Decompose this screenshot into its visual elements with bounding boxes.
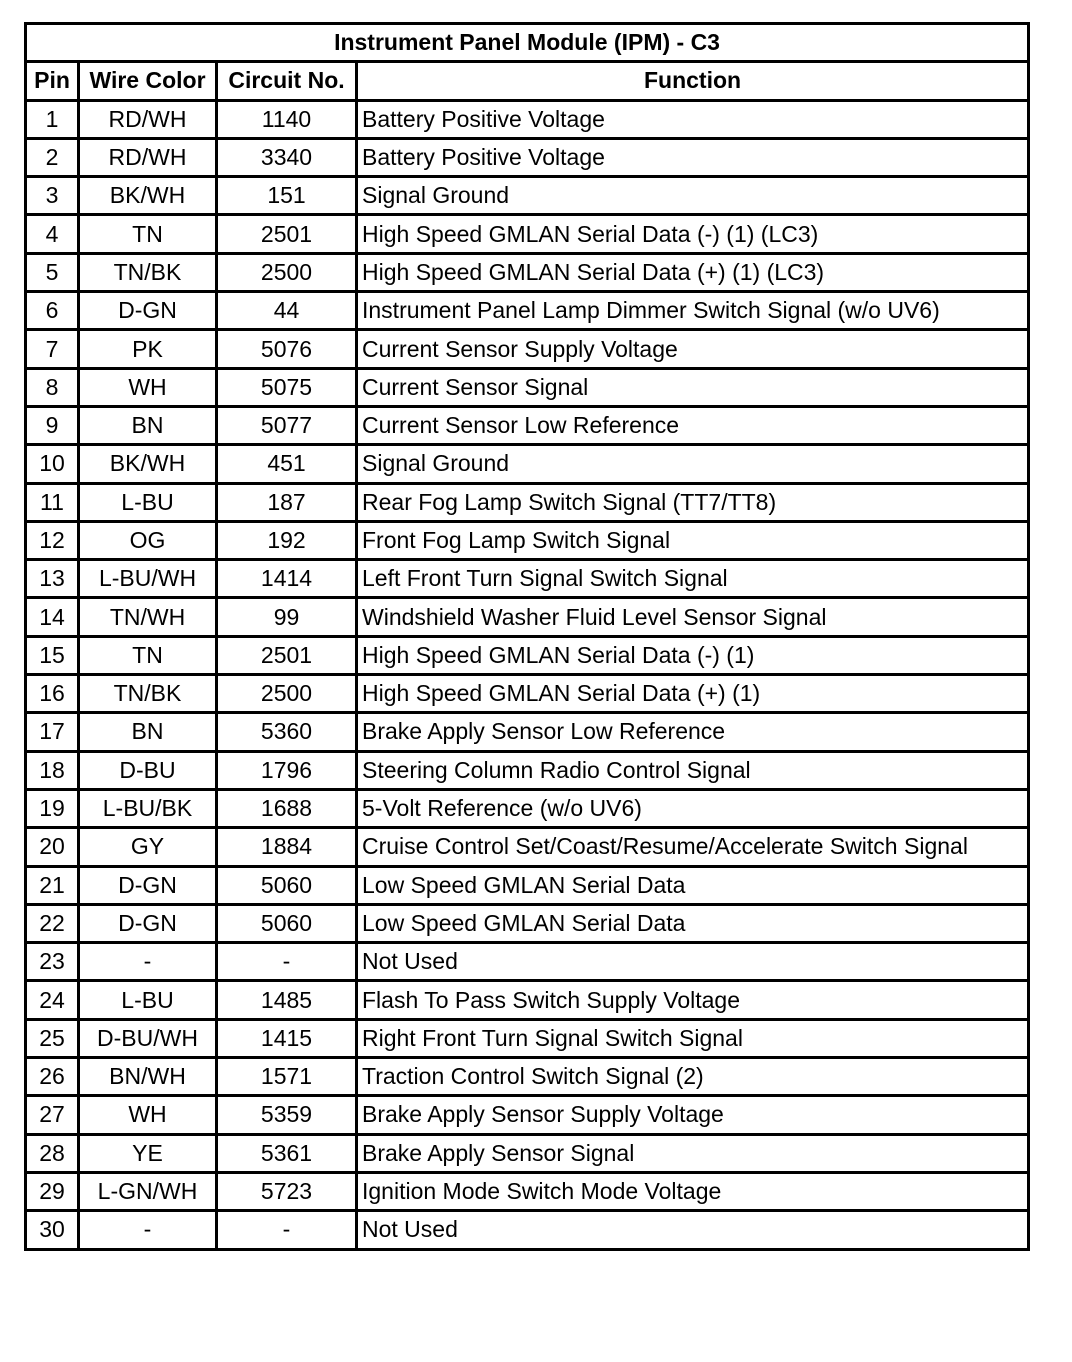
table-row bbox=[26, 866, 1029, 904]
circuit-no-cell: 5060 bbox=[217, 866, 357, 904]
wire-color-cell: OG bbox=[79, 521, 217, 559]
pin-cell: 7 bbox=[26, 330, 79, 368]
function-cell: Not Used bbox=[357, 1211, 1029, 1249]
pin-cell: 23 bbox=[26, 943, 79, 981]
table-row bbox=[26, 713, 1029, 751]
circuit-no-cell: 1796 bbox=[217, 751, 357, 789]
function-cell: High Speed GMLAN Serial Data (+) (1) bbox=[357, 675, 1029, 713]
circuit-no-cell: 99 bbox=[217, 598, 357, 636]
function-cell: Front Fog Lamp Switch Signal bbox=[357, 521, 1029, 559]
table-row bbox=[26, 521, 1029, 559]
function-cell: 5-Volt Reference (w/o UV6) bbox=[357, 789, 1029, 827]
pin-cell: 29 bbox=[26, 1172, 79, 1210]
function-cell: Brake Apply Sensor Supply Voltage bbox=[357, 1096, 1029, 1134]
circuit-no-cell: 1571 bbox=[217, 1058, 357, 1096]
pin-cell: 9 bbox=[26, 406, 79, 444]
pin-cell: 3 bbox=[26, 177, 79, 215]
circuit-no-cell: - bbox=[217, 1211, 357, 1249]
pin-cell: 18 bbox=[26, 751, 79, 789]
wire-color-cell: PK bbox=[79, 330, 217, 368]
wire-color-cell: D-BU/WH bbox=[79, 1019, 217, 1057]
function-cell: Cruise Control Set/Coast/Resume/Accelerate Switch Signal bbox=[357, 828, 1029, 866]
circuit-no-cell: 1688 bbox=[217, 789, 357, 827]
table-row bbox=[26, 943, 1029, 981]
circuit-no-cell: 44 bbox=[217, 292, 357, 330]
circuit-no-cell: 1415 bbox=[217, 1019, 357, 1057]
pin-cell: 15 bbox=[26, 636, 79, 674]
function-cell: Traction Control Switch Signal (2) bbox=[357, 1058, 1029, 1096]
table-row bbox=[26, 215, 1029, 253]
function-cell: Instrument Panel Lamp Dimmer Switch Signal (w/o UV6) bbox=[357, 292, 1029, 330]
header-circuit-no: Circuit No. bbox=[217, 62, 357, 100]
circuit-no-cell: 2500 bbox=[217, 253, 357, 291]
function-cell: Brake Apply Sensor Signal bbox=[357, 1134, 1029, 1172]
wire-color-cell: BN bbox=[79, 406, 217, 444]
wire-color-cell: WH bbox=[79, 368, 217, 406]
table-row bbox=[26, 406, 1029, 444]
wire-color-cell: BK/WH bbox=[79, 177, 217, 215]
pin-cell: 17 bbox=[26, 713, 79, 751]
wire-color-cell: L-BU/WH bbox=[79, 560, 217, 598]
wire-color-cell: L-BU/BK bbox=[79, 789, 217, 827]
pin-cell: 1 bbox=[26, 100, 79, 138]
function-cell: Right Front Turn Signal Switch Signal bbox=[357, 1019, 1029, 1057]
wire-color-cell: WH bbox=[79, 1096, 217, 1134]
circuit-no-cell: 5076 bbox=[217, 330, 357, 368]
function-cell: Low Speed GMLAN Serial Data bbox=[357, 904, 1029, 942]
table-row bbox=[26, 445, 1029, 483]
function-cell: Not Used bbox=[357, 943, 1029, 981]
circuit-no-cell: 5359 bbox=[217, 1096, 357, 1134]
pin-cell: 10 bbox=[26, 445, 79, 483]
pin-cell: 27 bbox=[26, 1096, 79, 1134]
function-cell: Signal Ground bbox=[357, 445, 1029, 483]
function-cell: High Speed GMLAN Serial Data (-) (1) bbox=[357, 636, 1029, 674]
wire-color-cell: TN bbox=[79, 215, 217, 253]
pin-cell: 5 bbox=[26, 253, 79, 291]
table-row bbox=[26, 1172, 1029, 1210]
wire-color-cell: D-BU bbox=[79, 751, 217, 789]
wire-color-cell: YE bbox=[79, 1134, 217, 1172]
table-row bbox=[26, 1134, 1029, 1172]
header-wire-color: Wire Color bbox=[79, 62, 217, 100]
function-cell: Current Sensor Supply Voltage bbox=[357, 330, 1029, 368]
circuit-no-cell: 1140 bbox=[217, 100, 357, 138]
pin-cell: 6 bbox=[26, 292, 79, 330]
function-cell: Left Front Turn Signal Switch Signal bbox=[357, 560, 1029, 598]
wire-color-cell: BN bbox=[79, 713, 217, 751]
circuit-no-cell: 187 bbox=[217, 483, 357, 521]
pin-cell: 22 bbox=[26, 904, 79, 942]
circuit-no-cell: 1485 bbox=[217, 981, 357, 1019]
table-row bbox=[26, 981, 1029, 1019]
circuit-no-cell: 451 bbox=[217, 445, 357, 483]
header-function: Function bbox=[357, 62, 1029, 100]
wire-color-cell: TN/BK bbox=[79, 253, 217, 291]
circuit-no-cell: - bbox=[217, 943, 357, 981]
table-row bbox=[26, 789, 1029, 827]
table-title: Instrument Panel Module (IPM) - C3 bbox=[26, 24, 1029, 62]
circuit-no-cell: 5060 bbox=[217, 904, 357, 942]
table-row bbox=[26, 1058, 1029, 1096]
pin-cell: 2 bbox=[26, 138, 79, 176]
circuit-no-cell: 2500 bbox=[217, 675, 357, 713]
wire-color-cell: RD/WH bbox=[79, 100, 217, 138]
pin-cell: 11 bbox=[26, 483, 79, 521]
wire-color-cell: TN bbox=[79, 636, 217, 674]
table-row bbox=[26, 1019, 1029, 1057]
connector-pinout-table bbox=[24, 22, 1030, 1251]
table-row bbox=[26, 751, 1029, 789]
wire-color-cell: TN/BK bbox=[79, 675, 217, 713]
function-cell: High Speed GMLAN Serial Data (+) (1) (LC3) bbox=[357, 253, 1029, 291]
wire-color-cell: L-GN/WH bbox=[79, 1172, 217, 1210]
function-cell: Current Sensor Signal bbox=[357, 368, 1029, 406]
function-cell: Steering Column Radio Control Signal bbox=[357, 751, 1029, 789]
wire-color-cell: D-GN bbox=[79, 904, 217, 942]
table-row bbox=[26, 138, 1029, 176]
pin-cell: 19 bbox=[26, 789, 79, 827]
wire-color-cell: D-GN bbox=[79, 292, 217, 330]
function-cell: Current Sensor Low Reference bbox=[357, 406, 1029, 444]
circuit-no-cell: 2501 bbox=[217, 215, 357, 253]
circuit-no-cell: 5077 bbox=[217, 406, 357, 444]
table-header-row bbox=[26, 62, 1029, 100]
table-title-row bbox=[26, 24, 1029, 62]
pin-cell: 28 bbox=[26, 1134, 79, 1172]
function-cell: Brake Apply Sensor Low Reference bbox=[357, 713, 1029, 751]
table-row bbox=[26, 675, 1029, 713]
function-cell: Low Speed GMLAN Serial Data bbox=[357, 866, 1029, 904]
table-row bbox=[26, 828, 1029, 866]
table-row bbox=[26, 904, 1029, 942]
pin-cell: 13 bbox=[26, 560, 79, 598]
pin-cell: 8 bbox=[26, 368, 79, 406]
circuit-no-cell: 5360 bbox=[217, 713, 357, 751]
circuit-no-cell: 5723 bbox=[217, 1172, 357, 1210]
function-cell: Ignition Mode Switch Mode Voltage bbox=[357, 1172, 1029, 1210]
pin-cell: 30 bbox=[26, 1211, 79, 1249]
table-row bbox=[26, 598, 1029, 636]
function-cell: High Speed GMLAN Serial Data (-) (1) (LC3) bbox=[357, 215, 1029, 253]
table-row bbox=[26, 100, 1029, 138]
table-row bbox=[26, 1211, 1029, 1249]
wire-color-cell: - bbox=[79, 1211, 217, 1249]
circuit-no-cell: 5075 bbox=[217, 368, 357, 406]
pin-cell: 4 bbox=[26, 215, 79, 253]
table-row bbox=[26, 560, 1029, 598]
wire-color-cell: D-GN bbox=[79, 866, 217, 904]
pin-cell: 24 bbox=[26, 981, 79, 1019]
circuit-no-cell: 192 bbox=[217, 521, 357, 559]
wire-color-cell: BN/WH bbox=[79, 1058, 217, 1096]
wire-color-cell: GY bbox=[79, 828, 217, 866]
table-row bbox=[26, 1096, 1029, 1134]
pin-cell: 16 bbox=[26, 675, 79, 713]
circuit-no-cell: 2501 bbox=[217, 636, 357, 674]
wire-color-cell: L-BU bbox=[79, 483, 217, 521]
header-pin: Pin bbox=[26, 62, 79, 100]
circuit-no-cell: 151 bbox=[217, 177, 357, 215]
pin-cell: 14 bbox=[26, 598, 79, 636]
function-cell: Battery Positive Voltage bbox=[357, 100, 1029, 138]
table-row bbox=[26, 253, 1029, 291]
table-row bbox=[26, 330, 1029, 368]
pin-cell: 21 bbox=[26, 866, 79, 904]
wire-color-cell: BK/WH bbox=[79, 445, 217, 483]
function-cell: Battery Positive Voltage bbox=[357, 138, 1029, 176]
pin-cell: 12 bbox=[26, 521, 79, 559]
function-cell: Signal Ground bbox=[357, 177, 1029, 215]
table-row bbox=[26, 636, 1029, 674]
pin-cell: 26 bbox=[26, 1058, 79, 1096]
table-row bbox=[26, 177, 1029, 215]
circuit-no-cell: 3340 bbox=[217, 138, 357, 176]
wire-color-cell: L-BU bbox=[79, 981, 217, 1019]
pin-cell: 25 bbox=[26, 1019, 79, 1057]
function-cell: Rear Fog Lamp Switch Signal (TT7/TT8) bbox=[357, 483, 1029, 521]
pin-cell: 20 bbox=[26, 828, 79, 866]
table-row bbox=[26, 483, 1029, 521]
table-body bbox=[26, 100, 1029, 1249]
wire-color-cell: TN/WH bbox=[79, 598, 217, 636]
circuit-no-cell: 1884 bbox=[217, 828, 357, 866]
circuit-no-cell: 5361 bbox=[217, 1134, 357, 1172]
function-cell: Windshield Washer Fluid Level Sensor Signal bbox=[357, 598, 1029, 636]
table-row bbox=[26, 292, 1029, 330]
wire-color-cell: RD/WH bbox=[79, 138, 217, 176]
function-cell: Flash To Pass Switch Supply Voltage bbox=[357, 981, 1029, 1019]
table-row bbox=[26, 368, 1029, 406]
wire-color-cell: - bbox=[79, 943, 217, 981]
circuit-no-cell: 1414 bbox=[217, 560, 357, 598]
